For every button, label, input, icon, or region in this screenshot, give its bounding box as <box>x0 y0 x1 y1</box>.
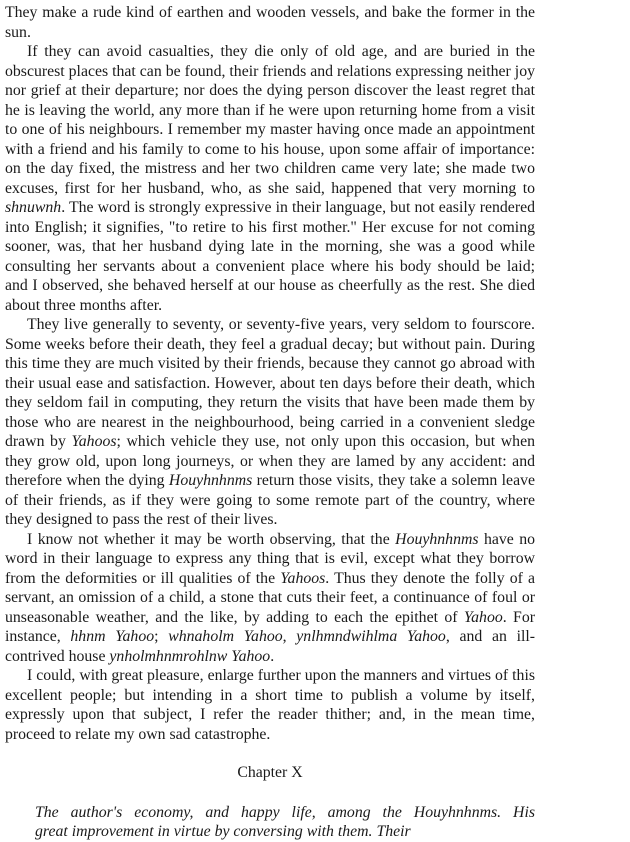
text-run: return those visits, they take a solemn leave of their friends, as if they were going to some remote part of the country, where they designed to pass the rest of their lives. <box>5 472 535 528</box>
italic-term: ynholmhnmrohlnw Yahoo <box>109 647 271 665</box>
text-run: ; <box>154 628 169 645</box>
summary-line: The author's economy, and happy life, among the Houyhnhnms. His <box>35 803 535 821</box>
summary-line: great improvement in virtue by conversing with them. Their <box>35 823 411 840</box>
text-run: They make a rude kind of earthen and wooden vessels, and bake the former in the sun. <box>5 4 535 41</box>
text-run: . The word is strongly expressive in their language, but not easily rendered into English; it signifies, "to retire to his first mother." Her excuse for not coming sooner, was, that her husband dying late in the morning, she was a good while consulting her servants about a convenient place where his body should be laid; and I observed, she behaved herself at our house as cheerfully as the rest. She died about three months after. <box>5 199 535 314</box>
chapter-summary <box>5 803 535 842</box>
italic-term: shnuwnh <box>5 199 62 216</box>
text-run: . Thus they denote the folly of a servant, an omission of a child, a stone that cuts their feet, a continuance of foul or unseasonable weather, and the like, by adding to each the epithet of <box>5 569 535 626</box>
italic-term: whnaholm Yahoo <box>168 628 283 645</box>
italic-term: Houyhnhnms <box>168 472 253 489</box>
text-run: . For instance, <box>5 608 536 645</box>
text-run: . <box>270 647 275 665</box>
italic-term: Yahoo <box>463 608 503 626</box>
chapter-heading: Chapter X <box>237 764 303 781</box>
italic-term: Yahoos <box>280 569 326 587</box>
text-run: I know not whether it may be worth observing, that the <box>27 530 396 548</box>
italic-term: Houyhnhnms <box>395 530 479 548</box>
italic-term: hhnm Yahoo <box>70 628 155 645</box>
paragraph <box>5 3 535 42</box>
paragraph <box>5 315 535 530</box>
paragraph <box>5 42 535 315</box>
text-run: If they can avoid casualties, they die only of old age, and are buried in the obscurest places that can be found, their friends and relations expressing neither joy nor grief at their departure; nor does the dying person discover the least regret that he is leaving the world, any more than if he were upon returning home from a visit to one of his neighbours. I remember my master having once made an appointment with a friend and his family to come to his house, upon some affair of importance: on the day fixed, the mistress and her two children came very late; she made two excuses, first for her husband, who, as she said, happened that very morning to <box>5 43 535 197</box>
body-text <box>5 3 535 744</box>
italic-term: ynlhmndwihlma Yahoo <box>296 628 446 645</box>
text-run: , and an ill-contrived house <box>5 628 535 665</box>
text-run: I could, with great pleasure, enlarge further upon the manners and virtues of this excellent people; but intending in a short time to publish a volume by itself, expressly upon that subject, I refer the reader thither; and, in the mean time, proceed to relate my own sad catastrophe. <box>5 667 535 743</box>
book-page <box>5 3 535 842</box>
text-run: , <box>282 628 297 645</box>
text-run: ; which vehicle they use, not only upon this occasion, but when they grow old, upon long journeys, or when they are lamed by any accident: and therefore when the dying <box>5 433 535 489</box>
text-run: They live generally to seventy, or seventy-five years, very seldom to fourscore. Some weeks before their death, they feel a gradual decay; but without pain. During this time they are much visited by their friends, because they cannot go abroad with their usual ease and satisfaction. However, about ten days before their death, which they seldom fail in computing, they return the visits that have been made them by those who are nearest in the neighbourhood, being carried in a convenient sledge drawn by <box>5 316 535 450</box>
text-run: have no word in their language to express any thing that is evil, except what they borrow from the deformities or ill qualities of the <box>5 530 536 587</box>
paragraph <box>5 530 535 667</box>
paragraph <box>5 666 535 744</box>
italic-term: Yahoos <box>71 433 117 450</box>
